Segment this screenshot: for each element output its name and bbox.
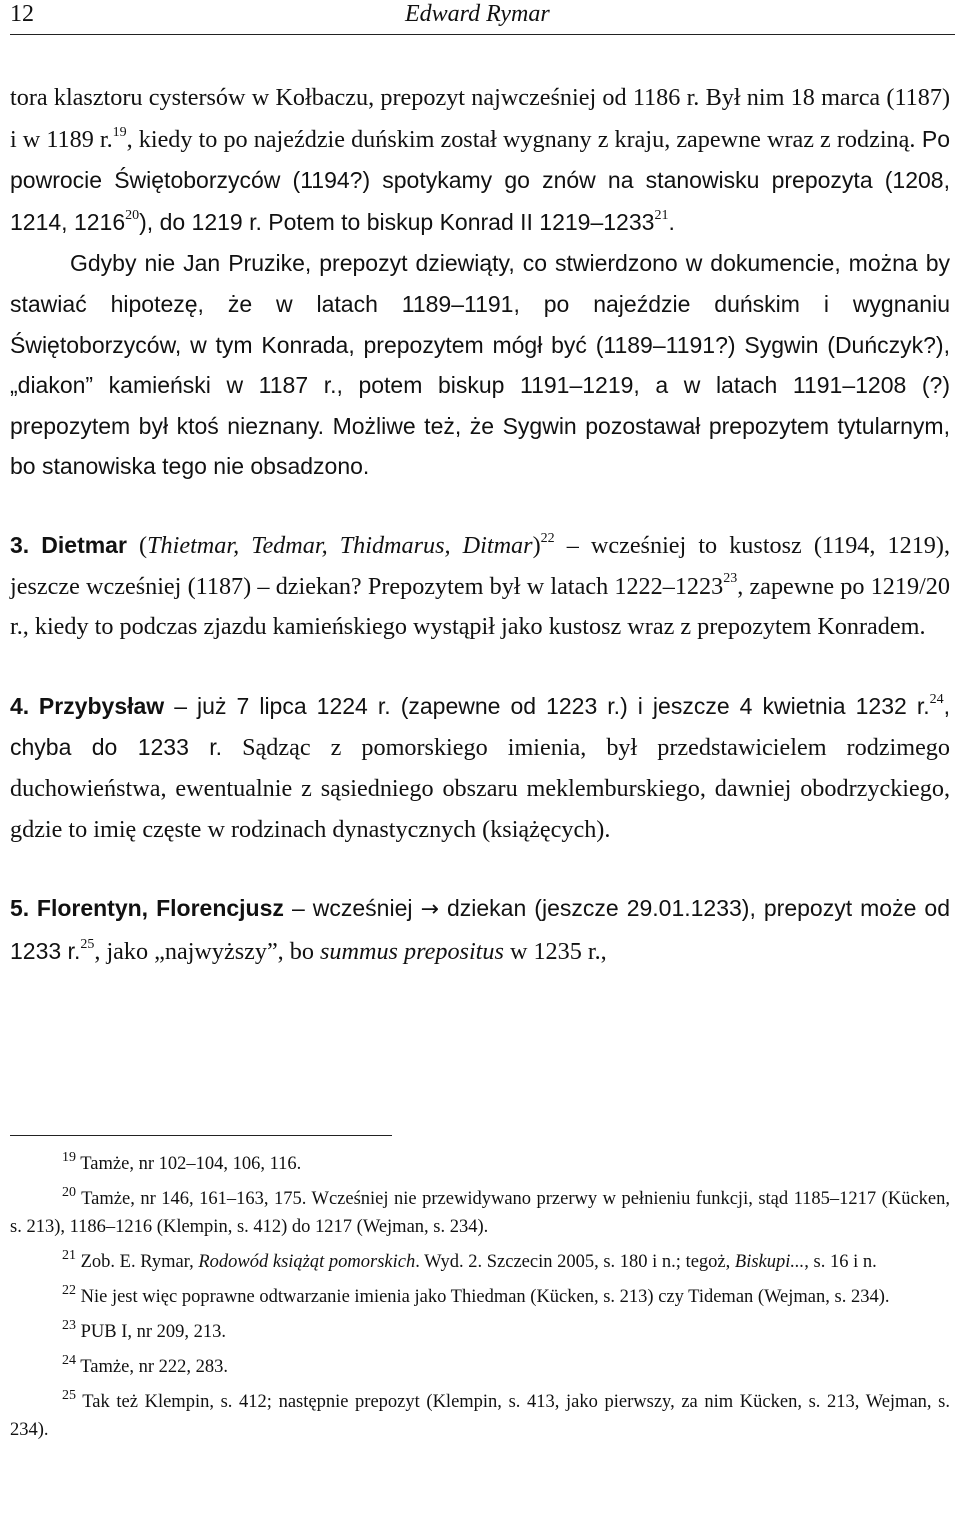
footnote-text: . Wyd. 2. Szczecin 2005, s. 180 i n.; tegoż,	[415, 1252, 735, 1272]
footnote-book-title: Biskupi...	[734, 1252, 805, 1272]
footnote-number: 22	[62, 1282, 76, 1298]
intro-text-4: ), do 1219 r. Potem to biskup Konrad II 1219–1233	[139, 208, 655, 235]
footnote-text: Tamże, nr 102–104, 106, 116.	[80, 1154, 302, 1174]
footnote-ref-24[interactable]: 24	[929, 691, 944, 707]
intro-text-5: .	[668, 208, 675, 235]
footnote-text: Tamże, nr 146, 161–163, 175. Wcześniej nie przewidywano przerwy w pełnieniu funkcji, stąd 1185–1217 (Kücken, s. 213), 1186–1216 (Klempin, s. 412) do 1217 (Wejman, s. 234).	[10, 1189, 950, 1237]
entry-5-name: Florentyn, Florencjusz	[36, 895, 284, 922]
right-arrow-icon: →	[420, 897, 439, 923]
footnote-ref-21[interactable]: 21	[654, 207, 669, 223]
footnote-ref-22[interactable]: 22	[540, 530, 555, 546]
page-header	[10, 0, 955, 35]
footnote-text: , s. 16 i n.	[804, 1252, 877, 1272]
footnote-separator	[10, 1135, 392, 1136]
entry-4-text-3: Sądząc z pomorskiego imienia, był przedstawicielem rodzimego duchowieństwa, ewentualnie z sąsiedniego obszaru meklemburskiego, dawniej obodrzyckiego, gdzie to imię częste w rodzinach dynastycznych (książęcych).	[10, 734, 950, 843]
entry-4-number: 4.	[10, 692, 30, 719]
footnote-21	[10, 1248, 950, 1276]
footnote-24	[10, 1353, 950, 1381]
entry-4-text-1: – już 7 lipca 1224 r. (zapewne od 1223 r.) i jeszcze 4 kwietnia 1232 r.	[164, 692, 930, 719]
entry-3-text-2: Prepozytem był w latach 1222–1223	[361, 572, 724, 600]
gdyby-paragraph	[10, 243, 950, 487]
intro-text-1: tora klasztoru cystersów w Kołbaczu, prepozyt najwcześniej od 1186 r. Był nim 18 marca (1187) i w 1189 r.	[10, 84, 950, 153]
footnote-ref-20[interactable]: 20	[125, 207, 140, 223]
entry-5-number: 5.	[10, 895, 30, 922]
entry-3	[10, 525, 950, 648]
entry-4	[10, 686, 950, 850]
page-number: 12	[10, 1, 34, 27]
entry-3-paren-close: )	[532, 531, 541, 559]
footnote-text: PUB I, nr 209, 213.	[80, 1322, 227, 1342]
entry-5	[10, 888, 950, 972]
footnotes	[10, 1150, 950, 1451]
footnote-number: 25	[62, 1387, 76, 1403]
footnote-text: Nie jest więc poprawne odtwarzanie imienia jako Thiedman (Kücken, s. 213) czy Tideman (Wejman, s. 234).	[80, 1287, 890, 1307]
footnote-22	[10, 1283, 950, 1311]
entry-4-name: Przybysław	[38, 692, 165, 719]
footnote-number: 21	[62, 1247, 76, 1263]
footnote-25	[10, 1388, 950, 1444]
main-text	[10, 78, 950, 972]
entry-5-latin: summus prepositus	[320, 937, 504, 965]
footnote-number: 19	[62, 1149, 76, 1165]
footnote-23	[10, 1318, 950, 1346]
footnote-19	[10, 1150, 950, 1178]
running-title: Edward Rymar	[405, 1, 550, 27]
entry-3-text-3: , zapewne po 1219/20 r., kiedy to podczas zjazdu kamieńskiego wystąpił jako kustosz wraz z prepozytem Konradem.	[10, 572, 950, 641]
entry-3-variants: Thietmar, Tedmar, Thidmarus, Ditmar	[147, 531, 533, 559]
entry-3-paren-open: (	[126, 531, 148, 559]
footnote-ref-25[interactable]: 25	[80, 936, 95, 952]
footnote-text: Tak też Klempin, s. 412; następnie prepozyt (Klempin, s. 413, jako pierwszy, za nim Kücken, s. 213, Wejman, s. 234).	[10, 1392, 950, 1440]
entry-5-text-3: , jako „najwyższy”, bo	[94, 937, 321, 965]
footnote-ref-19[interactable]: 19	[112, 124, 127, 140]
entry-3-name: Dietmar	[41, 531, 127, 558]
entry-5-text-2: dziekan (jeszcze 29.01.1233), prepozyt może od 1233 r.	[10, 895, 951, 964]
entry-3-text-1: – wcześniej to kustosz (1194, 1219), jeszcze wcześniej (1187) – dziekan?	[10, 531, 951, 600]
entry-3-number: 3.	[10, 531, 30, 558]
entry-5-text-1: – wcześniej	[283, 895, 421, 922]
intro-text-3: Po powrocie Świętoborzyców (1194?) spotykamy go znów na stanowisku prepozyta (1208, 1214, 1216	[10, 125, 950, 235]
gdyby-text: Gdyby nie Jan Pruzike, prepozyt dziewiąty, co stwierdzono w dokumencie, można by stawiać hipotezę, że w latach 1189–1191, po najeździe duńskim i wygnaniu Świętoborzyców, w tym Konrada, prepozytem mógł być (1189–1191?) Sygwin (Duńczyk?), „diakon” kamieński w 1187 r., potem biskup 1191–1219, a w latach 1191–1208 (?) prepozytem był ktoś nieznany.	[10, 250, 950, 439]
footnote-text: Zob. E. Rymar,	[80, 1252, 199, 1272]
intro-text-2: , kiedy to po najeździe duńskim został wygnany z kraju, zapewne wraz z rodziną.	[126, 125, 916, 153]
gdyby-text-2: Możliwe też, że Sygwin pozostawał prepozytem tytularnym, bo stanowiska tego nie obsadzono.	[10, 412, 950, 480]
entry-4-text-2: , chyba do 1233 r.	[10, 692, 951, 761]
footnote-20	[10, 1185, 950, 1241]
footnote-number: 20	[62, 1184, 76, 1200]
footnote-book-title: Rodowód książąt pomorskich	[198, 1252, 416, 1272]
footnote-text: Tamże, nr 222, 283.	[80, 1357, 228, 1377]
footnote-number: 23	[62, 1317, 76, 1333]
entry-5-text-4: w 1235 r.,	[503, 937, 607, 965]
intro-paragraph	[10, 78, 950, 243]
footnote-ref-23[interactable]: 23	[723, 571, 738, 587]
footnote-number: 24	[62, 1352, 76, 1368]
